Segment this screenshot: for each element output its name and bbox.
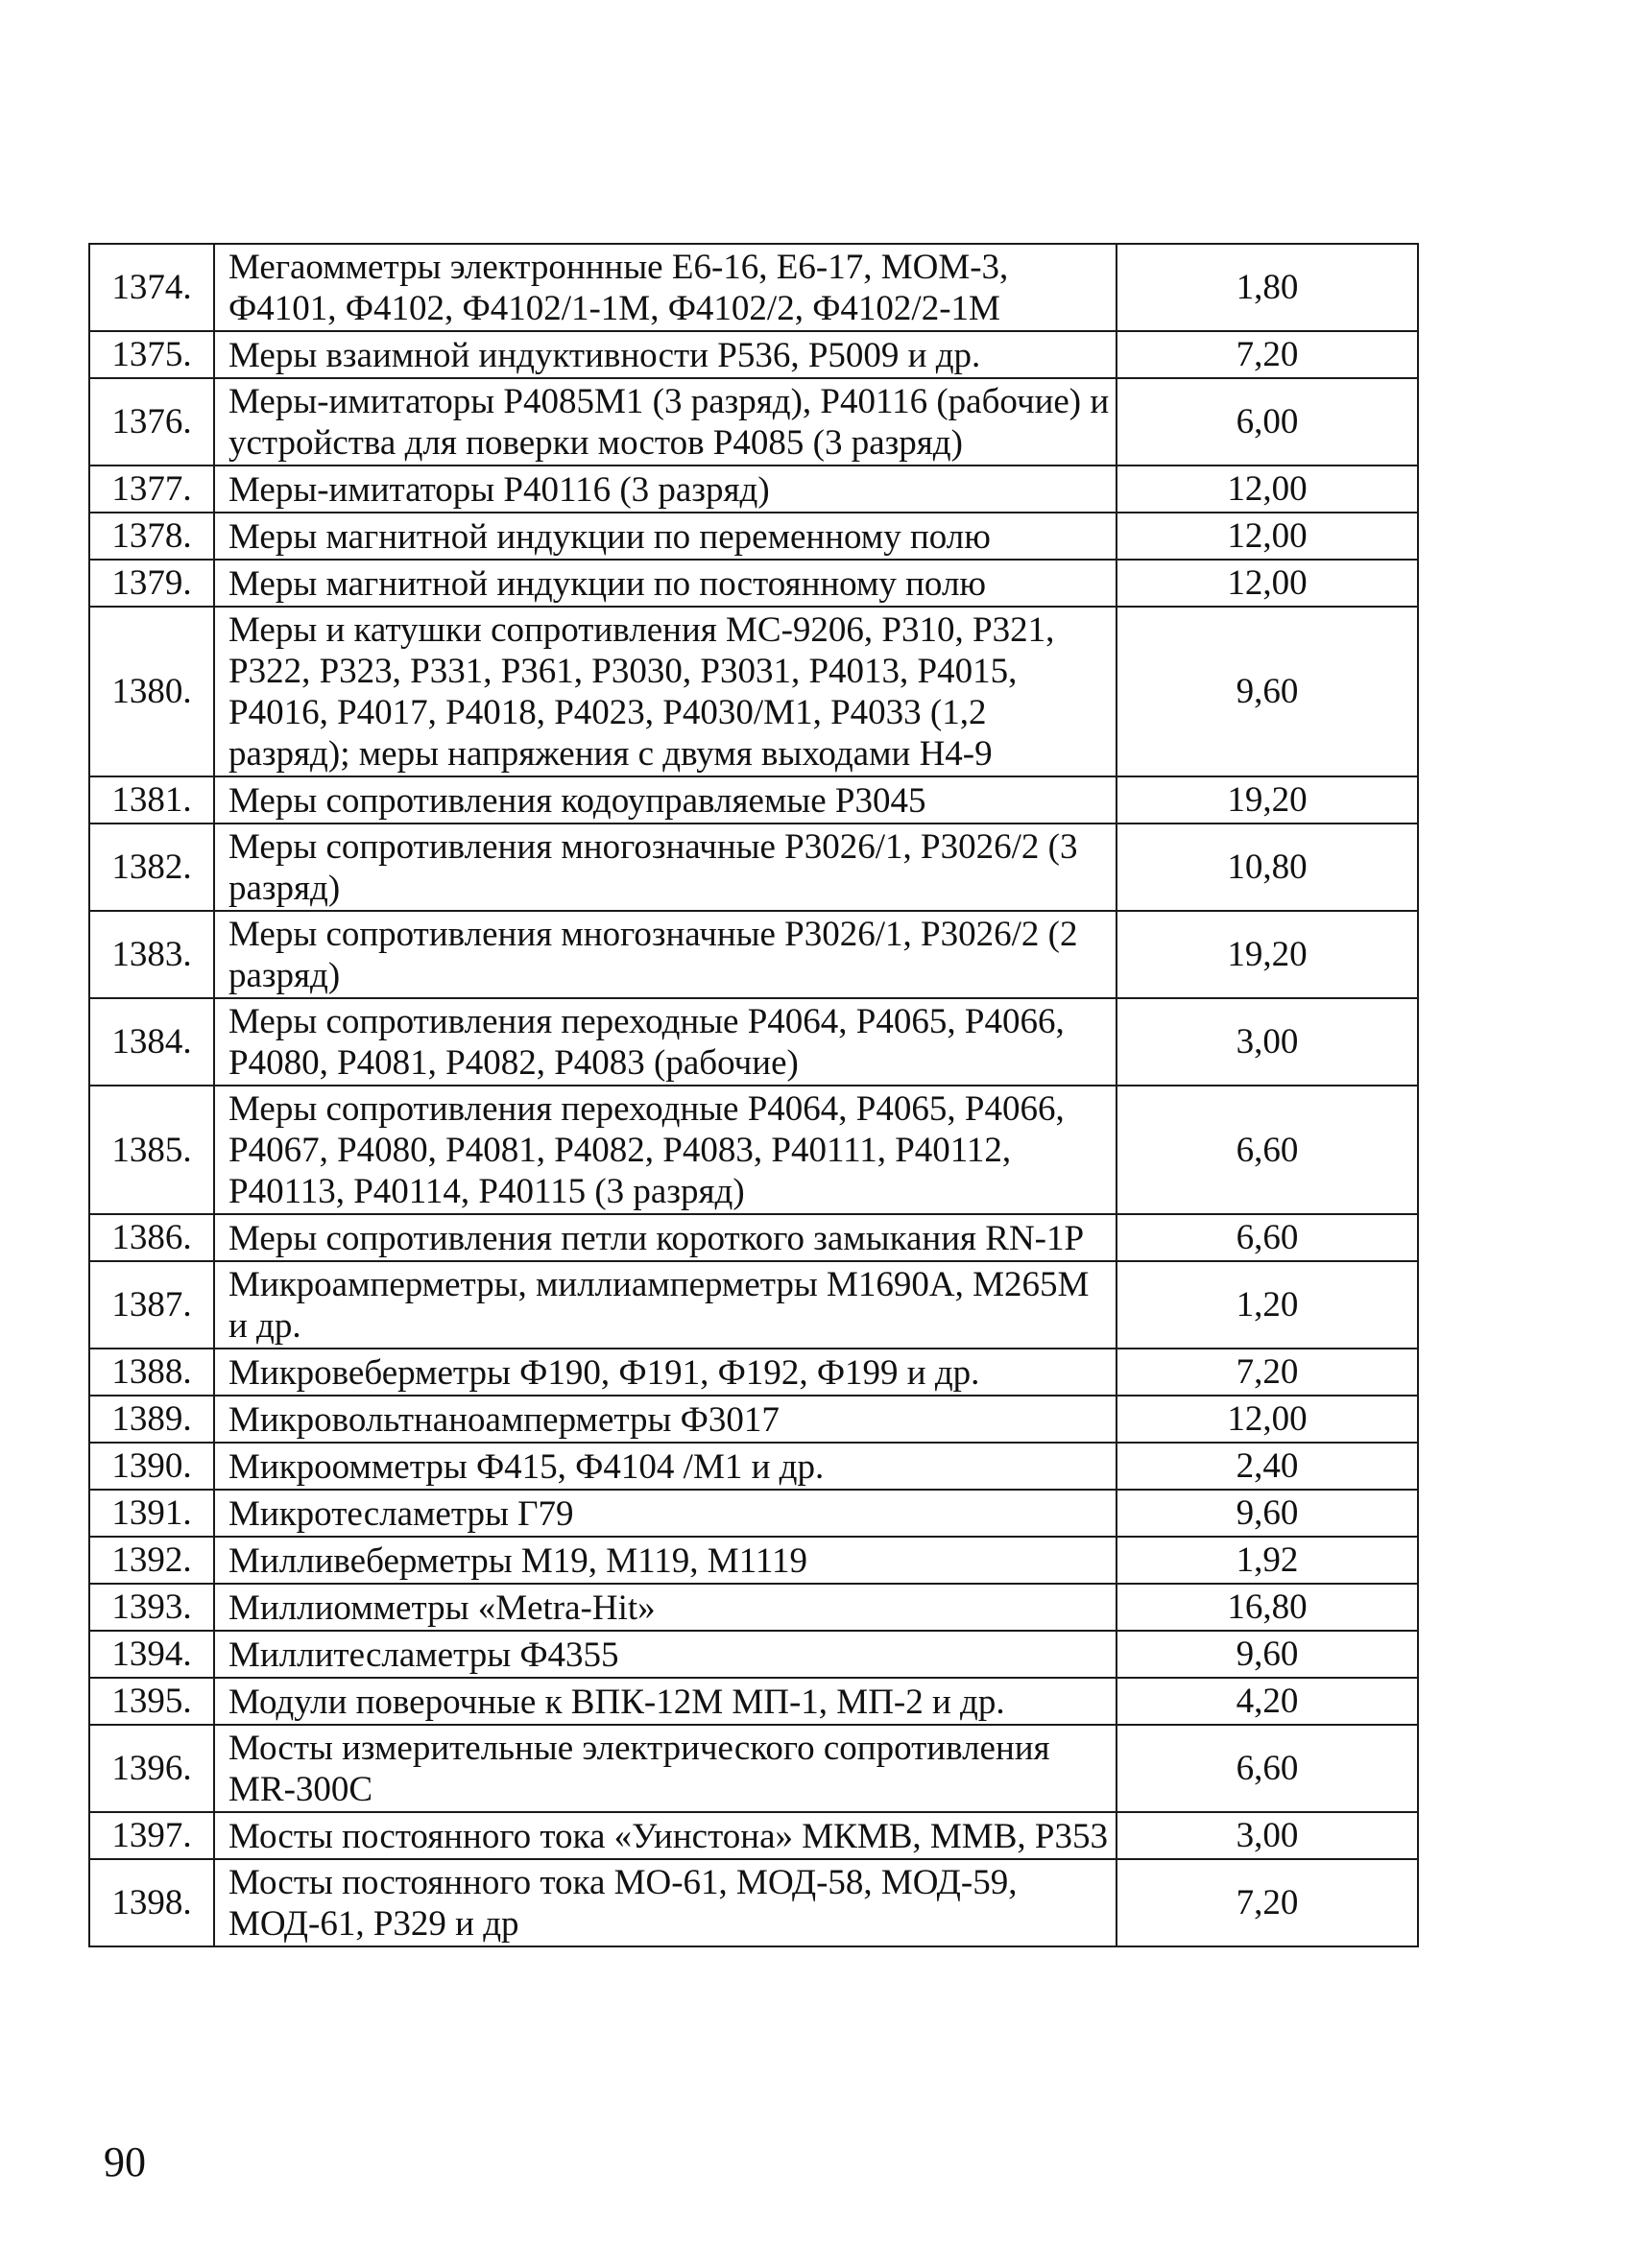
table-row — [89, 1584, 1418, 1631]
table-row — [89, 1631, 1418, 1678]
item-name: Меры-имитаторы Р4085М1 (3 разряд), Р40116 (рабочие) и устройства для поверки мостов Р4085 (3 разряд) — [214, 378, 1117, 466]
item-name: Меры сопротивления многозначные Р3026/1, Р3026/2 (2 разряд) — [214, 911, 1117, 998]
table-row — [89, 1678, 1418, 1725]
table-row — [89, 1812, 1418, 1859]
item-name: Мосты измерительные электрического сопротивления MR-300C — [214, 1725, 1117, 1812]
row-number: 1384. — [89, 998, 214, 1086]
item-name: Меры взаимной индуктивности Р536, Р5009 и др. — [214, 331, 1117, 378]
row-number: 1379. — [89, 560, 214, 607]
item-name: Миллиомметры «Metra-Hit» — [214, 1584, 1117, 1631]
row-number: 1396. — [89, 1725, 214, 1812]
item-name: Меры и катушки сопротивления МС-9206, Р310, Р321, Р322, Р323, Р331, Р361, Р3030, Р3031, Р4013, Р4015, Р4016, Р4017, Р4018, Р4023, Р4030/М1, Р4033 (1,2 разряд); меры напряжения с двумя выходами Н4-9 — [214, 607, 1117, 776]
table-row — [89, 824, 1418, 911]
table-row — [89, 244, 1418, 331]
row-number: 1381. — [89, 776, 214, 824]
row-number: 1374. — [89, 244, 214, 331]
table-row — [89, 378, 1418, 466]
item-name: Микровеберметры Ф190, Ф191, Ф192, Ф199 и др. — [214, 1349, 1117, 1396]
table-row — [89, 1537, 1418, 1584]
item-price: 9,60 — [1117, 1631, 1418, 1678]
row-number: 1389. — [89, 1396, 214, 1443]
item-name: Мосты постоянного тока МО-61, МОД-58, МОД-59, МОД-61, Р329 и др — [214, 1859, 1117, 1946]
item-name: Милливеберметры М19, М119, М1119 — [214, 1537, 1117, 1584]
table-row — [89, 1859, 1418, 1946]
row-number: 1375. — [89, 331, 214, 378]
item-price: 12,00 — [1117, 560, 1418, 607]
item-price: 1,20 — [1117, 1261, 1418, 1349]
table-row — [89, 607, 1418, 776]
item-price: 7,20 — [1117, 1349, 1418, 1396]
row-number: 1390. — [89, 1443, 214, 1490]
table-row — [89, 1443, 1418, 1490]
item-name: Меры-имитаторы Р40116 (3 разряд) — [214, 466, 1117, 513]
row-number: 1398. — [89, 1859, 214, 1946]
item-price: 19,20 — [1117, 911, 1418, 998]
item-price: 12,00 — [1117, 513, 1418, 560]
item-name: Меры сопротивления кодоуправляемые Р3045 — [214, 776, 1117, 824]
row-number: 1392. — [89, 1537, 214, 1584]
item-price: 4,20 — [1117, 1678, 1418, 1725]
item-price: 3,00 — [1117, 998, 1418, 1086]
table-row — [89, 560, 1418, 607]
item-name: Мегаомметры электроннные Е6-16, Е6-17, МОМ-3, Ф4101, Ф4102, Ф4102/1-1М, Ф4102/2, Ф4102/2-1М — [214, 244, 1117, 331]
item-price: 1,92 — [1117, 1537, 1418, 1584]
item-name: Мосты постоянного тока «Уинстона» МКМВ, ММВ, Р353 — [214, 1812, 1117, 1859]
table-row — [89, 1261, 1418, 1349]
item-name: Меры сопротивления переходные Р4064, Р4065, Р4066, Р4080, Р4081, Р4082, Р4083 (рабочие) — [214, 998, 1117, 1086]
item-price: 16,80 — [1117, 1584, 1418, 1631]
row-number: 1394. — [89, 1631, 214, 1678]
table-row — [89, 1725, 1418, 1812]
table-row — [89, 466, 1418, 513]
item-name: Миллитесламетры Ф4355 — [214, 1631, 1117, 1678]
row-number: 1382. — [89, 824, 214, 911]
page-number: 90 — [104, 2138, 146, 2185]
item-price: 7,20 — [1117, 1859, 1418, 1946]
item-name: Меры сопротивления петли короткого замыкания RN-1P — [214, 1214, 1117, 1261]
row-number: 1376. — [89, 378, 214, 466]
table-row — [89, 1490, 1418, 1537]
item-price: 3,00 — [1117, 1812, 1418, 1859]
item-price: 7,20 — [1117, 331, 1418, 378]
item-name: Микровольтнаноамперметры Ф3017 — [214, 1396, 1117, 1443]
item-price: 6,00 — [1117, 378, 1418, 466]
item-name: Меры магнитной индукции по переменному полю — [214, 513, 1117, 560]
item-price: 9,60 — [1117, 607, 1418, 776]
item-price: 6,60 — [1117, 1086, 1418, 1214]
table-row — [89, 1349, 1418, 1396]
item-price: 12,00 — [1117, 1396, 1418, 1443]
item-price: 9,60 — [1117, 1490, 1418, 1537]
row-number: 1378. — [89, 513, 214, 560]
row-number: 1388. — [89, 1349, 214, 1396]
table-row — [89, 1086, 1418, 1214]
item-price: 6,60 — [1117, 1725, 1418, 1812]
item-name: Меры сопротивления многозначные Р3026/1, Р3026/2 (3 разряд) — [214, 824, 1117, 911]
item-name: Модули поверочные к ВПК-12М МП-1, МП-2 и др. — [214, 1678, 1117, 1725]
price-table-body — [89, 244, 1418, 1946]
item-name: Меры сопротивления переходные Р4064, Р4065, Р4066, Р4067, Р4080, Р4081, Р4082, Р4083, Р40111, Р40112, Р40113, Р40114, Р40115 (3 разряд) — [214, 1086, 1117, 1214]
table-row — [89, 331, 1418, 378]
item-price: 19,20 — [1117, 776, 1418, 824]
row-number: 1383. — [89, 911, 214, 998]
row-number: 1380. — [89, 607, 214, 776]
table-row — [89, 1214, 1418, 1261]
item-name: Меры магнитной индукции по постоянному полю — [214, 560, 1117, 607]
table-row — [89, 513, 1418, 560]
row-number: 1397. — [89, 1812, 214, 1859]
row-number: 1385. — [89, 1086, 214, 1214]
table-row — [89, 911, 1418, 998]
item-price: 1,80 — [1117, 244, 1418, 331]
item-name: Микротесламетры Г79 — [214, 1490, 1117, 1537]
table-row — [89, 776, 1418, 824]
item-price: 10,80 — [1117, 824, 1418, 911]
item-price: 6,60 — [1117, 1214, 1418, 1261]
row-number: 1386. — [89, 1214, 214, 1261]
row-number: 1395. — [89, 1678, 214, 1725]
price-table — [88, 243, 1419, 1947]
row-number: 1391. — [89, 1490, 214, 1537]
row-number: 1377. — [89, 466, 214, 513]
item-price: 2,40 — [1117, 1443, 1418, 1490]
item-price: 12,00 — [1117, 466, 1418, 513]
row-number: 1387. — [89, 1261, 214, 1349]
row-number: 1393. — [89, 1584, 214, 1631]
item-name: Микроамперметры, миллиамперметры М1690А, М265М и др. — [214, 1261, 1117, 1349]
item-name: Микроомметры Ф415, Ф4104 /М1 и др. — [214, 1443, 1117, 1490]
table-row — [89, 998, 1418, 1086]
table-row — [89, 1396, 1418, 1443]
